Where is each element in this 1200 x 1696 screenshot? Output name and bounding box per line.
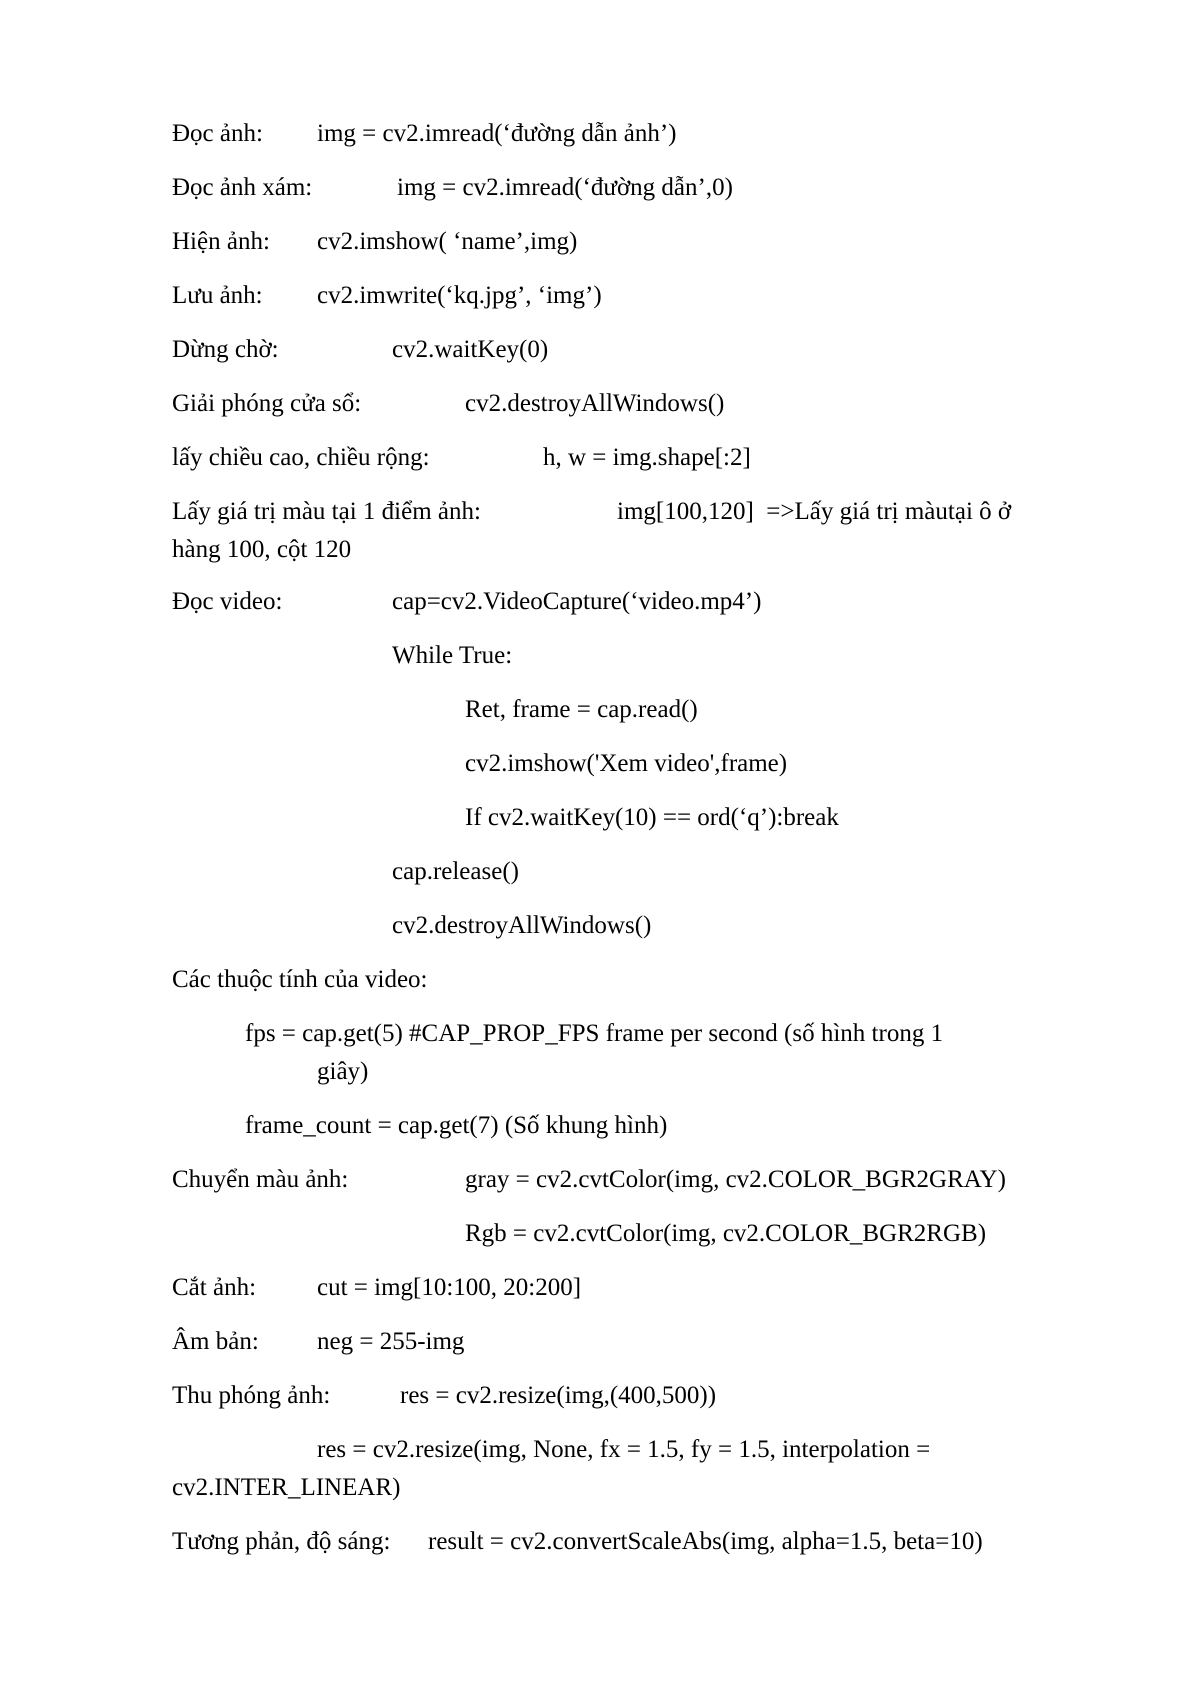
destroy-code: cv2.destroyAllWindows()	[465, 390, 725, 417]
video-code-line: If cv2.waitKey(10) == ord(‘q’):break	[465, 804, 839, 831]
resize-code-2-continued: cv2.INTER_LINEAR)	[172, 1474, 401, 1501]
read-gray-code: img = cv2.imread(‘đường dẫn’,0)	[397, 174, 733, 201]
resize-label: Thu phóng ảnh:	[172, 1382, 331, 1409]
crop-code: cut = img[10:100, 20:200]	[317, 1274, 582, 1301]
fps-line: fps = cap.get(5) #CAP_PROP_FPS frame per second (số hình trong 1	[245, 1020, 944, 1047]
video-code-line: cap=cv2.VideoCapture(‘video.mp4’)	[392, 588, 762, 615]
resize-code: res = cv2.resize(img,(400,500))	[400, 1382, 717, 1409]
pixel-code-continued: hàng 100, cột 120	[172, 536, 352, 563]
destroy-label: Giải phóng cửa sổ:	[172, 390, 362, 417]
frame-count-line: frame_count = cap.get(7) (Số khung hình)	[245, 1112, 668, 1139]
video-code-line: cap.release()	[392, 858, 519, 885]
convert-rgb-code: Rgb = cv2.cvtColor(img, cv2.COLOR_BGR2RGB)	[465, 1220, 987, 1247]
shape-label: lấy chiều cao, chiều rộng:	[172, 444, 430, 471]
read-image-code: img = cv2.imread(‘đường dẫn ảnh’)	[317, 120, 677, 147]
wait-code: cv2.waitKey(0)	[392, 336, 549, 363]
video-code-line: While True:	[392, 642, 513, 669]
wait-label: Dừng chờ:	[172, 336, 279, 363]
video-label: Đọc video:	[172, 588, 283, 615]
read-image-label: Đọc ảnh:	[172, 120, 263, 147]
fps-line-continued: giây)	[317, 1058, 369, 1085]
pixel-code: img[100,120] =>Lấy giá trị màutại ô ở	[617, 498, 1012, 525]
shape-code: h, w = img.shape[:2]	[543, 444, 751, 471]
video-code-line: cv2.destroyAllWindows()	[392, 912, 652, 939]
convert-label: Chuyển màu ảnh:	[172, 1166, 349, 1193]
show-image-label: Hiện ảnh:	[172, 228, 270, 255]
video-code-line: cv2.imshow('Xem video',frame)	[465, 750, 788, 777]
crop-label: Cắt ảnh:	[172, 1274, 257, 1301]
read-gray-label: Đọc ảnh xám:	[172, 174, 313, 201]
negative-label: Âm bản:	[172, 1328, 259, 1355]
resize-code-2: res = cv2.resize(img, None, fx = 1.5, fy = 1.5, interpolation =	[317, 1436, 931, 1463]
video-code-line: Ret, frame = cap.read()	[465, 696, 698, 723]
negative-code: neg = 255-img	[317, 1328, 465, 1355]
contrast-code: result = cv2.convertScaleAbs(img, alpha=1.5, beta=10)	[428, 1528, 983, 1555]
contrast-label: Tương phản, độ sáng:	[172, 1528, 391, 1555]
show-image-code: cv2.imshow( ‘name’,img)	[317, 228, 578, 255]
save-image-label: Lưu ảnh:	[172, 282, 263, 309]
save-image-code: cv2.imwrite(‘kq.jpg’, ‘img’)	[317, 282, 602, 309]
video-props-heading: Các thuộc tính của video:	[172, 966, 428, 993]
convert-gray-code: gray = cv2.cvtColor(img, cv2.COLOR_BGR2GRAY)	[465, 1166, 1006, 1193]
pixel-label: Lấy giá trị màu tại 1 điểm ảnh:	[172, 498, 481, 525]
